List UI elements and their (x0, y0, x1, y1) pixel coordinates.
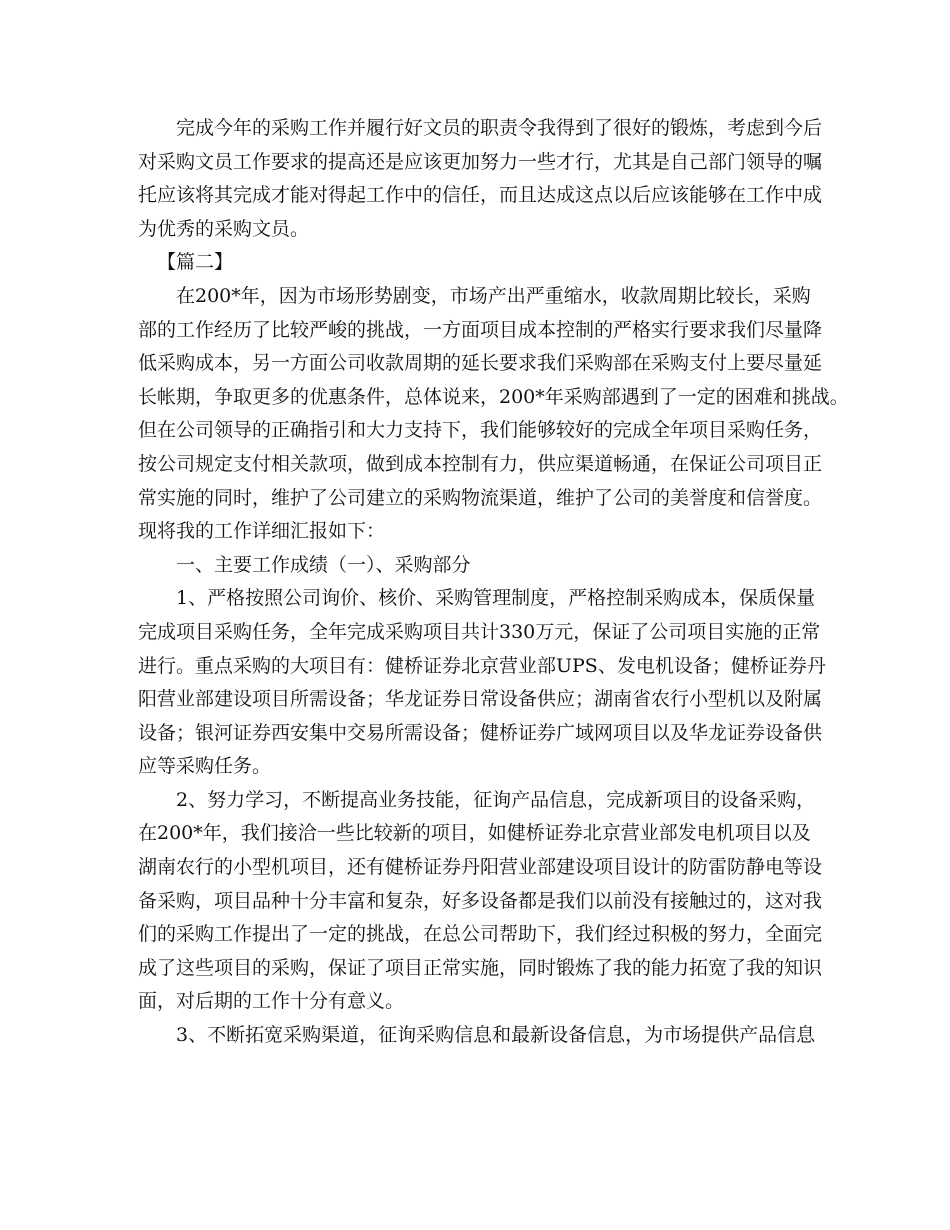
paragraph-item-1 (138, 582, 826, 784)
text-line: 在200*年，我们接洽一些比较新的项目，如健桥证券北京营业部发电机项目以及 (138, 822, 811, 845)
text-line: 常实施的同时，维护了公司建立的采购物流渠道，维护了公司的美誉度和信誉度。 (138, 486, 823, 509)
text-line: 3、不断拓宽采购渠道，征询采购信息和最新设备信息，为市场提供产品信息 (176, 1024, 816, 1047)
text-line: 为优秀的采购文员。 (138, 217, 310, 240)
subsection-title: 一、主要工作成绩（一）、采购部分 (176, 553, 471, 576)
text-line: 现将我的工作详细汇报如下： (138, 520, 386, 543)
text-line: 完成项目采购任务，全年完成采购项目共计330万元，保证了公司项目实施的正常 (138, 620, 821, 643)
text-line: 按公司规定支付相关款项，做到成本控制有力，供应渠道畅通，在保证公司项目正 (138, 452, 823, 475)
text-line: 低采购成本，另一方面公司收款周期的延长要求我们采购部在采购支付上要尽量延 (138, 352, 823, 375)
text-line: 长帐期，争取更多的优惠条件，总体说来，200*年采购部遇到了一定的困难和挑战。 (138, 385, 849, 408)
text-line: 阳营业部建设项目所需设备；华龙证券日常设备供应；湖南省农行小型机以及附属 (138, 688, 823, 711)
paragraph-intro (138, 280, 849, 549)
paragraph-conclusion (138, 112, 823, 246)
text-line: 2、努力学习，不断提高业务技能，征询产品信息，完成新项目的设备采购， (176, 788, 816, 811)
text-line: 进行。重点采购的大项目有：健桥证券北京营业部UPS、发电机设备；健桥证券丹 (138, 654, 826, 677)
text-line: 但在公司领导的正确指引和大力支持下，我们能够较好的完成全年项目采购任务， (138, 419, 823, 442)
text-line: 成了这些项目的采购，保证了项目正常实施，同时锻炼了我的能力拓宽了我的知识 (138, 956, 823, 979)
text-line: 们的采购工作提出了一定的挑战，在总公司帮助下，我们经过积极的努力，全面完 (138, 923, 823, 946)
section-heading (138, 246, 818, 280)
subsection-heading (138, 549, 818, 583)
paragraph-item-3 (138, 1019, 818, 1053)
text-line: 应等采购任务。 (138, 755, 272, 778)
text-line: 完成今年的采购工作并履行好文员的职责令我得到了很好的锻炼，考虑到今后 (176, 117, 823, 139)
text-line: 在200*年，因为市场形势剧变，市场产出严重缩水，收款周期比较长，采购 (176, 284, 811, 307)
text-line: 设备；银河证券西安集中交易所需设备；健桥证券广域网项目以及华龙证券设备供 (138, 721, 823, 744)
section-title: 【篇二】 (157, 251, 234, 274)
document-page (138, 112, 849, 1053)
text-line: 部的工作经历了比较严峻的挑战，一方面项目成本控制的严格实行要求我们尽量降 (138, 318, 823, 341)
text-line: 备采购，项目品种十分丰富和复杂，好多设备都是我们以前没有接触过的，这对我 (138, 889, 823, 912)
text-line: 托应该将其完成才能对得起工作中的信任，而且达成这点以后应该能够在工作中成 (138, 184, 823, 207)
text-line: 对采购文员工作要求的提高还是应该更加努力一些才行，尤其是自己部门领导的嘱 (138, 150, 823, 173)
text-line: 1、严格按照公司询价、核价、采购管理制度，严格控制采购成本，保质保量 (176, 587, 816, 610)
text-line: 湖南农行的小型机项目，还有健桥证券丹阳营业部建设项目设计的防雷防静电等设 (138, 856, 823, 879)
paragraph-item-2 (138, 784, 823, 1019)
text-line: 面，对后期的工作十分有意义。 (138, 990, 405, 1013)
